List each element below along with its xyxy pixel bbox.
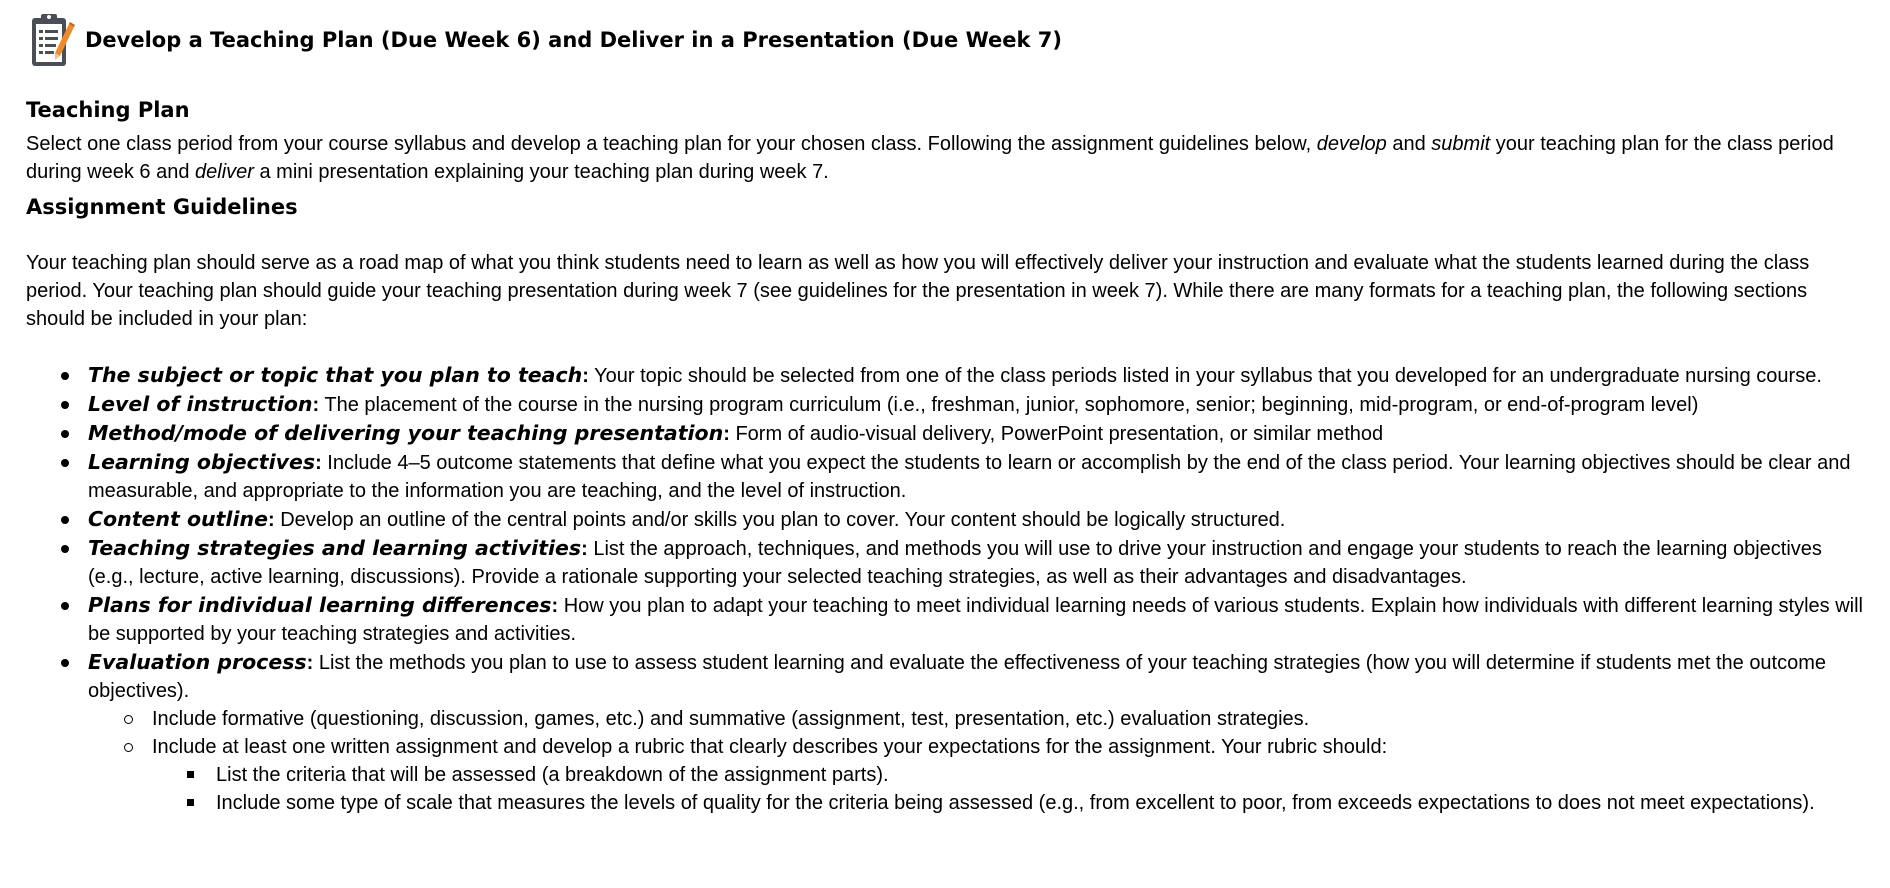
list-item-colon: : — [551, 595, 559, 617]
list-item-term: Learning objectives — [88, 450, 316, 474]
rubric-item — [152, 789, 1866, 817]
list-item — [26, 505, 1866, 534]
bullet-circle — [124, 743, 133, 752]
list-item-text: List the methods you plan to use to assess student learning and evaluate the effectiveness of your teaching strategies (how you will determine if students met the outcome objectives). — [88, 652, 1827, 702]
bullet-dot — [61, 516, 69, 524]
rubric-sublist — [152, 761, 1866, 817]
intro-text-2: and — [1386, 133, 1432, 155]
teaching-plan-intro — [26, 130, 1866, 186]
list-item-colon: : — [312, 394, 320, 416]
bullet-dot — [61, 602, 69, 610]
list-item-term: Method/mode of delivering your teaching presentation — [88, 421, 724, 445]
guidelines-paragraph: Your teaching plan should serve as a road map of what you think students need to learn as well as how you will effectively deliver your instruction and evaluate what the students learned during the class period. Your teaching plan should guide your teaching presentation during week 7 (see guidelines for the presentation in week 7). While there are many formats for a teaching plan, the following sections should be included in your plan: — [26, 252, 1810, 330]
list-item-term: Evaluation process — [88, 650, 307, 674]
intro-emphasis-develop: develop — [1316, 133, 1387, 155]
rubric-item-text: List the criteria that will be assessed (a breakdown of the assignment parts). — [216, 764, 889, 786]
bullet-dot — [61, 459, 69, 467]
clipboard-pencil-icon — [29, 10, 75, 70]
list-item-colon: : — [723, 423, 730, 445]
bullet-square — [187, 799, 194, 806]
list-item-text: The placement of the course in the nursing program curriculum (i.e., freshman, junior, sophomore, senior; beginning, mid-program, or end-of-program level) — [319, 394, 1699, 416]
rubric-item — [152, 761, 1866, 789]
list-item-colon: : — [582, 365, 589, 387]
list-item-term: The subject or topic that you plan to teach — [88, 363, 583, 387]
list-item — [26, 534, 1866, 591]
content — [26, 96, 1866, 817]
list-item-term: Content outline — [88, 507, 268, 531]
list-item — [26, 448, 1866, 505]
list-item-text: Develop an outline of the central points and/or skills you plan to cover. Your content should be logically structured. — [274, 509, 1286, 531]
page-title: Develop a Teaching Plan (Due Week 6) and Deliver in a Presentation (Due Week 7) — [85, 28, 1062, 52]
list-item — [26, 390, 1866, 419]
rubric-item-text: Include some type of scale that measures the levels of quality for the criteria being assessed (e.g., from excellent to poor, from exceeds expectations to does not meet expectations). — [216, 792, 1815, 814]
list-item — [26, 591, 1866, 648]
bullet-dot — [61, 372, 69, 380]
bullet-dot — [61, 401, 69, 409]
list-item-term: Plans for individual learning differences — [88, 593, 552, 617]
intro-emphasis-deliver: deliver — [195, 161, 254, 183]
bullet-square — [187, 771, 194, 778]
evaluation-sublist — [88, 705, 1866, 817]
intro-text-4: a mini presentation explaining your teaching plan during week 7. — [253, 161, 829, 183]
bullet-circle — [124, 715, 133, 724]
list-item-colon: : — [315, 452, 322, 474]
assignment-guidelines-heading: Assignment Guidelines — [26, 195, 298, 219]
list-item-text: Your topic should be selected from one of the class periods listed in your syllabus that you developed for an undergraduate nursing course. — [588, 365, 1822, 387]
list-item — [26, 361, 1866, 390]
sublist-item-text: Include at least one written assignment and develop a rubric that clearly describes your expectations for the assignment. Your rubric should: — [152, 736, 1388, 758]
list-item-text: List the approach, techniques, and methods you will use to drive your instruction and engage your students to reach the learning objectives (e.g., lecture, active learning, discussions). Provide a rationale supporting your selected teaching strategies, as well as their advantages and disadvantages. — [88, 538, 1822, 588]
sublist-item — [88, 705, 1866, 733]
header — [29, 10, 1062, 70]
list-item-colon: : — [581, 538, 588, 560]
bullet-dot — [61, 659, 69, 667]
intro-emphasis-submit: submit — [1431, 133, 1491, 155]
list-item-term: Level of instruction — [88, 392, 313, 416]
intro-text-1: Select one class period from your course syllabus and develop a teaching plan for your chosen class. Following the assignment guidelines below, — [26, 133, 1317, 155]
list-item — [26, 419, 1866, 448]
list-item-colon: : — [268, 509, 275, 531]
list-item-text: Form of audio-visual delivery, PowerPoint presentation, or similar method — [729, 423, 1384, 445]
bullet-dot — [61, 430, 69, 438]
list-item — [26, 648, 1866, 817]
intro-text-3: your teaching plan for the class period during week 6 and — [26, 133, 1834, 183]
sublist-item — [88, 733, 1866, 817]
guidelines-list — [26, 361, 1866, 817]
list-item-colon: : — [306, 652, 314, 674]
sublist-item-text: Include formative (questioning, discussion, games, etc.) and summative (assignment, test, presentation, etc.) evaluation strategies. — [152, 708, 1310, 730]
list-item-term: Teaching strategies and learning activities — [88, 536, 582, 560]
list-item-text: How you plan to adapt your teaching to meet individual learning needs of various students. Explain how individuals with different learning styles will be supported by your teaching strategies and activities. — [88, 595, 1863, 645]
bullet-dot — [61, 545, 69, 553]
teaching-plan-heading: Teaching Plan — [26, 98, 190, 122]
list-item-text: Include 4–5 outcome statements that define what you expect the students to learn or accomplish by the end of the class period. Your learning objectives should be clear and measurable, and appropriate to the information you are teaching, and the level of instruction. — [88, 452, 1851, 502]
